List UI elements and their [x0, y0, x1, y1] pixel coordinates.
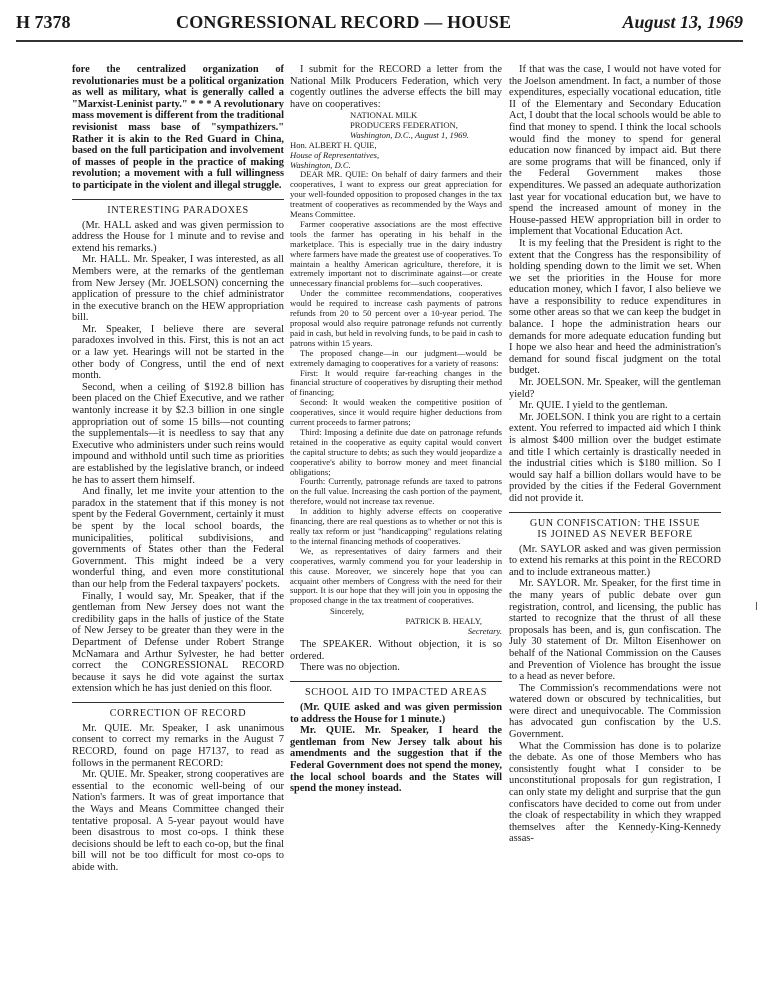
section-heading: SCHOOL AID TO IMPACTED AREAS	[304, 687, 488, 699]
section-heading: CORRECTION OF RECORD	[109, 707, 247, 719]
paragraph: (Mr. QUIE asked and was given permission to address the House for 1 minute.)	[290, 702, 502, 725]
column-1	[72, 64, 284, 984]
paragraph: Mr. QUIE. I yield to the gentleman.	[519, 400, 668, 412]
page-number: H 7378	[16, 12, 71, 32]
letter-closing: Sincerely,	[330, 606, 365, 617]
letter-paragraph: Fourth: Currently, patronage refunds are taxed to patrons on the full value. Increasing the cash portion of the payment, therefore, would not increase tax revenue.	[290, 476, 502, 507]
paragraph: I submit for the RECORD a letter from the National Milk Producers Federation, which very cogently outlines the adverse effects the bill may have on cooperatives:	[290, 64, 502, 110]
margin-mark	[756, 602, 757, 610]
paragraph: Mr. SAYLOR. Mr. Speaker, for the first time in the many years of public debate over gun registration, control, and licensing, the public has started to recognize that the thrust of all these proposals has been, and is, gun confiscation. The July 30 statement of Dr. Milton Eisenhower on behalf of the National Commission on the Causes and Prevention of Violence has brought the issue to a head as never before.	[509, 578, 721, 683]
paragraph: The Commission's recommendations were not watered down or obscured by technicalities, but were direct and unequivocable. The Commission has advocated gun confiscation by the U.S. Government.	[509, 682, 721, 741]
letterhead-line: NATIONAL MILK	[350, 110, 418, 121]
letter-paragraph: Second: It would weaken the competitive position of cooperatives, since it would require higher deductions from current proceeds to farmer patrons;	[290, 397, 502, 428]
section-heading: GUN CONFISCATION: THE ISSUE	[529, 517, 701, 529]
section-divider	[290, 681, 502, 682]
paragraph: There was no objection.	[300, 662, 400, 674]
letter-paragraph: In addition to highly adverse effects on cooperative financing, there are real questions as to whether or not this is really tax reform or just "handicapping" regulations relating to the internal financing methods of cooperatives.	[290, 506, 502, 546]
letter-paragraph: Under the committee recommendations, cooperatives would be required to increase cash payments of patrons refunds from 20 to 50 percent over a 10-year period. The proposal would also require patronage refunds not currently paid in cash, but held in revolving funds, to be paid in cash to patrons within 15 years.	[290, 288, 502, 348]
paragraph: (Mr. SAYLOR asked and was given permission to extend his remarks at this point in the RECORD and to include extraneous matter.)	[509, 543, 721, 578]
paragraph: Mr. QUIE. Mr. Speaker, I ask unanimous consent to correct my remarks in the August 7 RECORD, found on page H7137, to read as follows in the permanent RECORD:	[72, 722, 284, 769]
page-header	[16, 8, 743, 42]
paragraph: (Mr. HALL asked and was given permission to address the House for 1 minute and to revise and extend his remarks.)	[72, 219, 284, 254]
column-3	[509, 64, 721, 984]
letter-signer: PATRICK B. HEALY,	[405, 616, 482, 627]
paragraph: If that was the case, I would not have voted for the Joelson amendment. In fact, a number of those expenditures, especially vocational education, title II of the Elementary and Secondary Education Act, I doubt that the local schools would be able to find that money to spend. I think the local schools would find the money to spend for general education now financed by impact aid. But there are some programs that will be financed, only if the Federal Government makes those expenditures. We passed an adequate authorization last year for vocational education but, we have to spend the increased amount of money in the House-passed HEW appropriation bill in order to implement that Vocational Education Act.	[509, 64, 721, 238]
letter-paragraph: Farmer cooperative associations are the most effective tools the farmer has operating in his behalf in the marketplace. This is especially true in the dairy industry where farmers have made the greatest use of cooperatives. To maintain a healthy American agriculture, therefore, it is extremely important not to discriminate against—or create unnecessary financial problems for—such cooperatives.	[290, 218, 502, 289]
issue-date: August 13, 1969	[622, 12, 743, 32]
column-1-continuation: fore the centralized organization of revolutionaries must be a political organization as well as military, what is generally called a "Marxist-Leninist party." * * * A revolutionary mass movement is different from the traditional revisionist mass base of "sympathizers." Rather it is akin to the Red Guard in China, based on the full participation and involvement of masses of people in the practice of making revolution; a movement with a full willingness to participate in the violent and illegal struggle.	[72, 64, 284, 191]
paragraph: Mr. HALL. Mr. Speaker, I was interested, as all Members were, at the remarks of the gentleman from New Jersey (Mr. JOELSON) concerning the application of pressure to the chief administrator in the executive branch on the HEW appropriation bill.	[72, 254, 284, 324]
paragraph: Finally, I would say, Mr. Speaker, that if the gentleman from New Jersey does not want the credibility gaps in the halls of justice of the State of New Jersey to be greater than they were in the Department of Defense under Robert Strange McNamara and Arthur Sylvester, he had better correct the CONGRESSIONAL RECORD because it says he did vote against the surtax extension which he has just denied on this floor.	[72, 590, 284, 695]
paragraph: Mr. Speaker, I believe there are several paradoxes involved in this. First, this is not an act or a law yet. Hearings will not be started in the other body of Congress, until the end of next month.	[72, 323, 284, 382]
section-heading: IS JOINED AS NEVER BEFORE	[537, 528, 693, 540]
paragraph: And finally, let me invite your attention to the paradox in the statement that if this money is not spent by the Federal Government, certainly it must be spent by the local school boards, the municipalities, political subdivisions, and governments of States other than the Federal Government. This might indeed be a very wonderful thing, and even more constitutional than our help from the Federal taxpayers' pockets.	[72, 486, 284, 590]
paragraph: The SPEAKER. Without objection, it is so ordered.	[290, 639, 502, 662]
letterhead-line: PRODUCERS FEDERATION,	[350, 120, 458, 131]
letter-paragraph: First: It would require far-reaching changes in the financial structure of cooperatives by disrupting their method of financing;	[290, 367, 502, 398]
section-heading: INTERESTING PARADOXES	[107, 204, 249, 216]
letter-paragraph: We, as representatives of dairy farmers and their cooperatives, warmly commend you for your leadership in this cause. Moreover, we sincerely hope that you can acquaint other members of Congress with the need for their support. It is our hope that they will join you in opposing the proposed change in the tax treatment of cooperatives.	[290, 545, 502, 606]
paragraph: Second, when a ceiling of $192.8 billion has been placed on the Chief Executive, and we rather wantonly increase it by $2.3 billion in one single appropriation out of some 15 bills—not counting the supplementals—it is needless to say that any Executive who administers under such reins would impound and withhold until such time as priorities are established by the legislative branch, or indeed he has to assert them himself.	[72, 381, 284, 486]
letter-paragraph: Third: Imposing a definite due date on patronage refunds retained in the cooperative as equity capital would convert the capital structure to debts; as such they would jeopardize a cooperative's ability to borrow money and meet financial obligations;	[290, 426, 502, 477]
letter-signer-title: Secretary.	[467, 626, 502, 637]
letter-paragraph: DEAR MR. QUIE: On behalf of dairy farmers and their cooperatives, I want to express our great appreciation for your well-founded opposition to proposed changes in the tax treatment of cooperatives as recommended by the Ways and Means Committee.	[290, 169, 502, 219]
letter-dateline: Washington, D.C., August 1, 1969.	[350, 130, 469, 141]
letter-address	[290, 140, 502, 170]
address-line: House of Representatives,	[290, 150, 380, 161]
section-divider	[72, 199, 284, 200]
paragraph: What the Commission has done is to polarize the debate. As one of those Members who has consistently fought what I consider to be unconstitutional proposals for gun registration, I can only state my delight and surprise that the gun confiscators have decided to come out from under the cloak of respectability in which they wrapped themselves after the Kennedy-King-Kennedy assas-	[509, 740, 721, 845]
letterhead	[290, 110, 502, 140]
journal-title: CONGRESSIONAL RECORD — HOUSE	[176, 12, 512, 32]
paragraph: Mr. JOELSON. Mr. Speaker, will the gentleman yield?	[509, 377, 721, 400]
paragraph: Mr. QUIE. Mr. Speaker, I heard the gentleman from New Jersey talk about his amendments and the suggestion that if the Federal Government does not spend the money, the local school boards and the States will spend the money instead.	[290, 725, 502, 795]
section-divider	[509, 512, 721, 513]
paragraph: Mr. QUIE. Mr. Speaker, strong cooperatives are essential to the economic well-being of our Nation's farmers. It was of great importance that the Ways and Means Committee changed their tentative proposal. A 5-year payout would have been disastrous to most co-ops. I think these decisions should be left to each co-op, but the final bill will not be too difficult for most co-ops to abide with.	[72, 769, 284, 873]
address-line: Washington, D.C.	[290, 160, 351, 171]
letter-paragraph: The proposed change—in our judgment—would be extremely damaging to cooperatives for a variety of reasons:	[290, 347, 502, 368]
section-divider	[72, 702, 284, 703]
paragraph: Mr. JOELSON. I think you are right to a certain extent. You referred to impacted aid which I think is almost $400 million over the budget estimate and title I which certainly is drastically needed in the industrial cities which is $180 million. So I would say half a billion dollars would have to be provided by the cities if the Federal Government did not provide it.	[509, 411, 721, 504]
paragraph: It is my feeling that the President is right to the extent that the Congress has the responsibility of holding spending down to the limit we set. When we set the priorities in the House for more education money, which I favor, I also believe we have a responsibility to reduce expenditures in some other areas so that we can keep the budget in balance. I hope the administration hears our demands for more adequate education funding but I hope we also hear and heed the administration's demand for sound fiscal judgment on the total budget.	[509, 237, 721, 377]
column-2	[290, 64, 502, 984]
address-line: Hon. ALBERT H. QUIE,	[290, 140, 377, 151]
